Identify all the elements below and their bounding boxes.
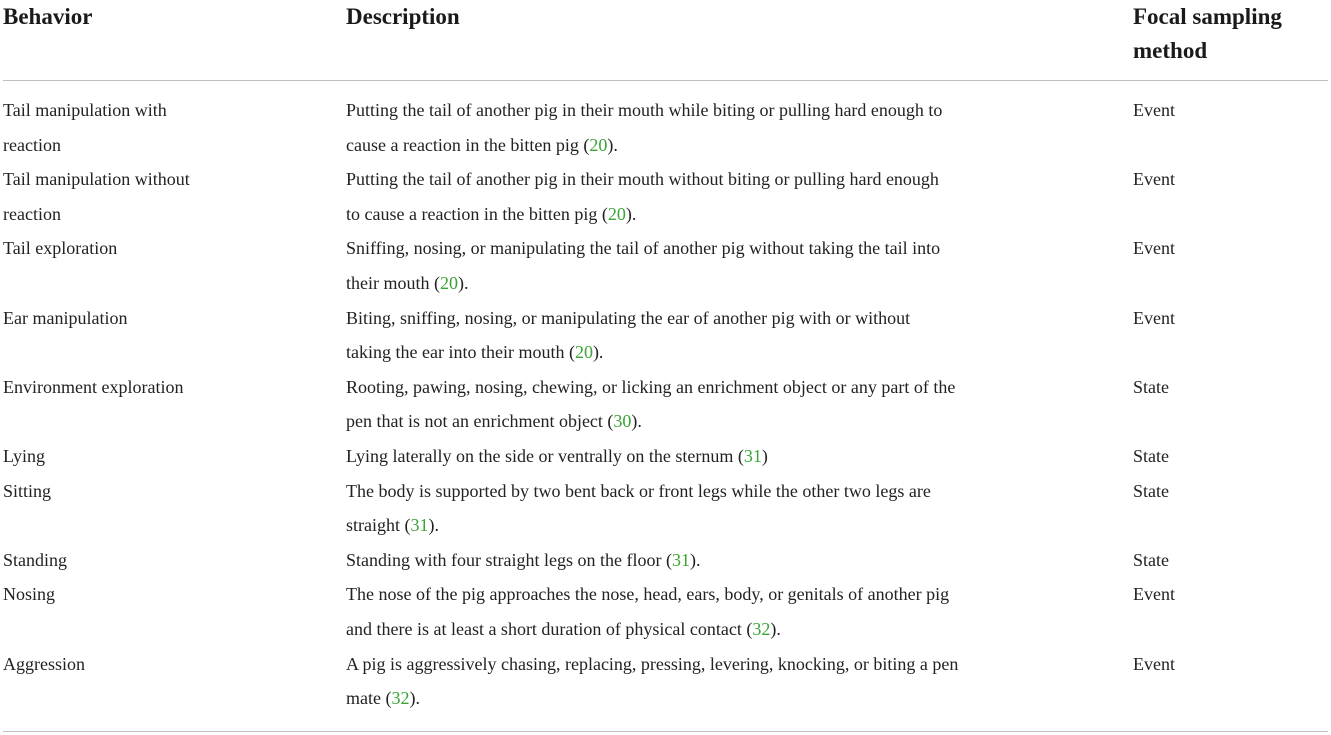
reference-link[interactable]: 20 [439, 273, 458, 293]
table-row-method: Event [1133, 307, 1175, 328]
table-row-behavior: Lying [3, 446, 46, 466]
reference-link[interactable]: 30 [613, 411, 632, 432]
table-row-description-cont: and there is at least a short duration of physical contact (32). [346, 619, 781, 639]
table-row-description: Standing with four straight legs on the floor (31). [346, 549, 701, 570]
header-focal-sampling-method [1133, 0, 1282, 68]
table-row-description: Putting the tail of another pig in their mouth without biting or pulling hard enough [346, 169, 939, 190]
table-row-method: Event [1133, 100, 1175, 120]
header-rule [3, 80, 1328, 81]
table-row-behavior: Tail manipulation with [3, 100, 167, 120]
table-row-behavior: Tail manipulation without [3, 169, 190, 190]
table-row-method: Event [1133, 238, 1175, 259]
table-row-description: The nose of the pig approaches the nose, head, ears, body, or genitals of another pig [346, 584, 950, 605]
reference-link[interactable]: 31 [743, 446, 762, 466]
table-row-method: State [1133, 446, 1169, 466]
table-row-description-cont: their mouth (20). [346, 273, 469, 293]
table-row-behavior: Sitting [3, 480, 52, 501]
header-method-line1: Focal sampling [1133, 4, 1282, 29]
table-row-description: The body is supported by two bent back or front legs while the other two legs are [346, 480, 931, 501]
table-row-description-cont: cause a reaction in the bitten pig (20). [346, 134, 618, 155]
table-row-method: State [1133, 549, 1169, 570]
table-row-method: State [1133, 376, 1169, 397]
header-description: Description [346, 4, 460, 29]
table-row-behavior: Standing [3, 549, 68, 570]
table-row-behavior-cont: reaction [3, 134, 61, 155]
reference-link[interactable]: 31 [671, 549, 690, 570]
header-method-line2: method [1133, 38, 1208, 63]
table-row-description: A pig is aggressively chasing, replacing, pressing, levering, knocking, or biting a pen [346, 653, 959, 674]
table-row-method: Event [1133, 653, 1175, 674]
bottom-rule [3, 731, 1328, 732]
reference-link[interactable]: 32 [391, 688, 410, 709]
table-row-method: State [1133, 480, 1169, 501]
table-row-description: Lying laterally on the side or ventrally on the sternum (31) [346, 446, 768, 466]
table-row-method: Event [1133, 584, 1175, 605]
table-row-behavior: Aggression [3, 653, 85, 674]
reference-link[interactable]: 32 [752, 619, 771, 639]
table-row-behavior: Nosing [3, 584, 56, 605]
table-row-description: Putting the tail of another pig in their mouth while biting or pulling hard enough to [346, 100, 943, 120]
table-row-description-cont: mate (32). [346, 688, 420, 709]
table-row-description-cont: taking the ear into their mouth (20). [346, 342, 604, 363]
table-row-description: Biting, sniffing, nosing, or manipulating the ear of another pig with or without [346, 307, 911, 328]
reference-link[interactable]: 20 [574, 342, 593, 363]
table-row-description-cont: straight (31). [346, 515, 439, 536]
table-row-description-cont: to cause a reaction in the bitten pig (20). [346, 203, 637, 224]
reference-link[interactable]: 20 [607, 203, 626, 224]
table-row-behavior-cont: reaction [3, 203, 61, 224]
table-row-method: Event [1133, 169, 1175, 190]
table-row-behavior: Environment exploration [3, 376, 184, 397]
header-behavior: Behavior [3, 4, 93, 29]
table-row-description: Sniffing, nosing, or manipulating the tail of another pig without taking the tail into [346, 238, 941, 259]
table-row-behavior: Tail exploration [3, 238, 118, 259]
table-row-description: Rooting, pawing, nosing, chewing, or licking an enrichment object or any part of the [346, 376, 956, 397]
reference-link[interactable]: 31 [410, 515, 429, 536]
table-row-description-cont: pen that is not an enrichment object (30). [346, 411, 642, 432]
reference-link[interactable]: 20 [589, 134, 608, 155]
table-row-behavior: Ear manipulation [3, 307, 128, 328]
